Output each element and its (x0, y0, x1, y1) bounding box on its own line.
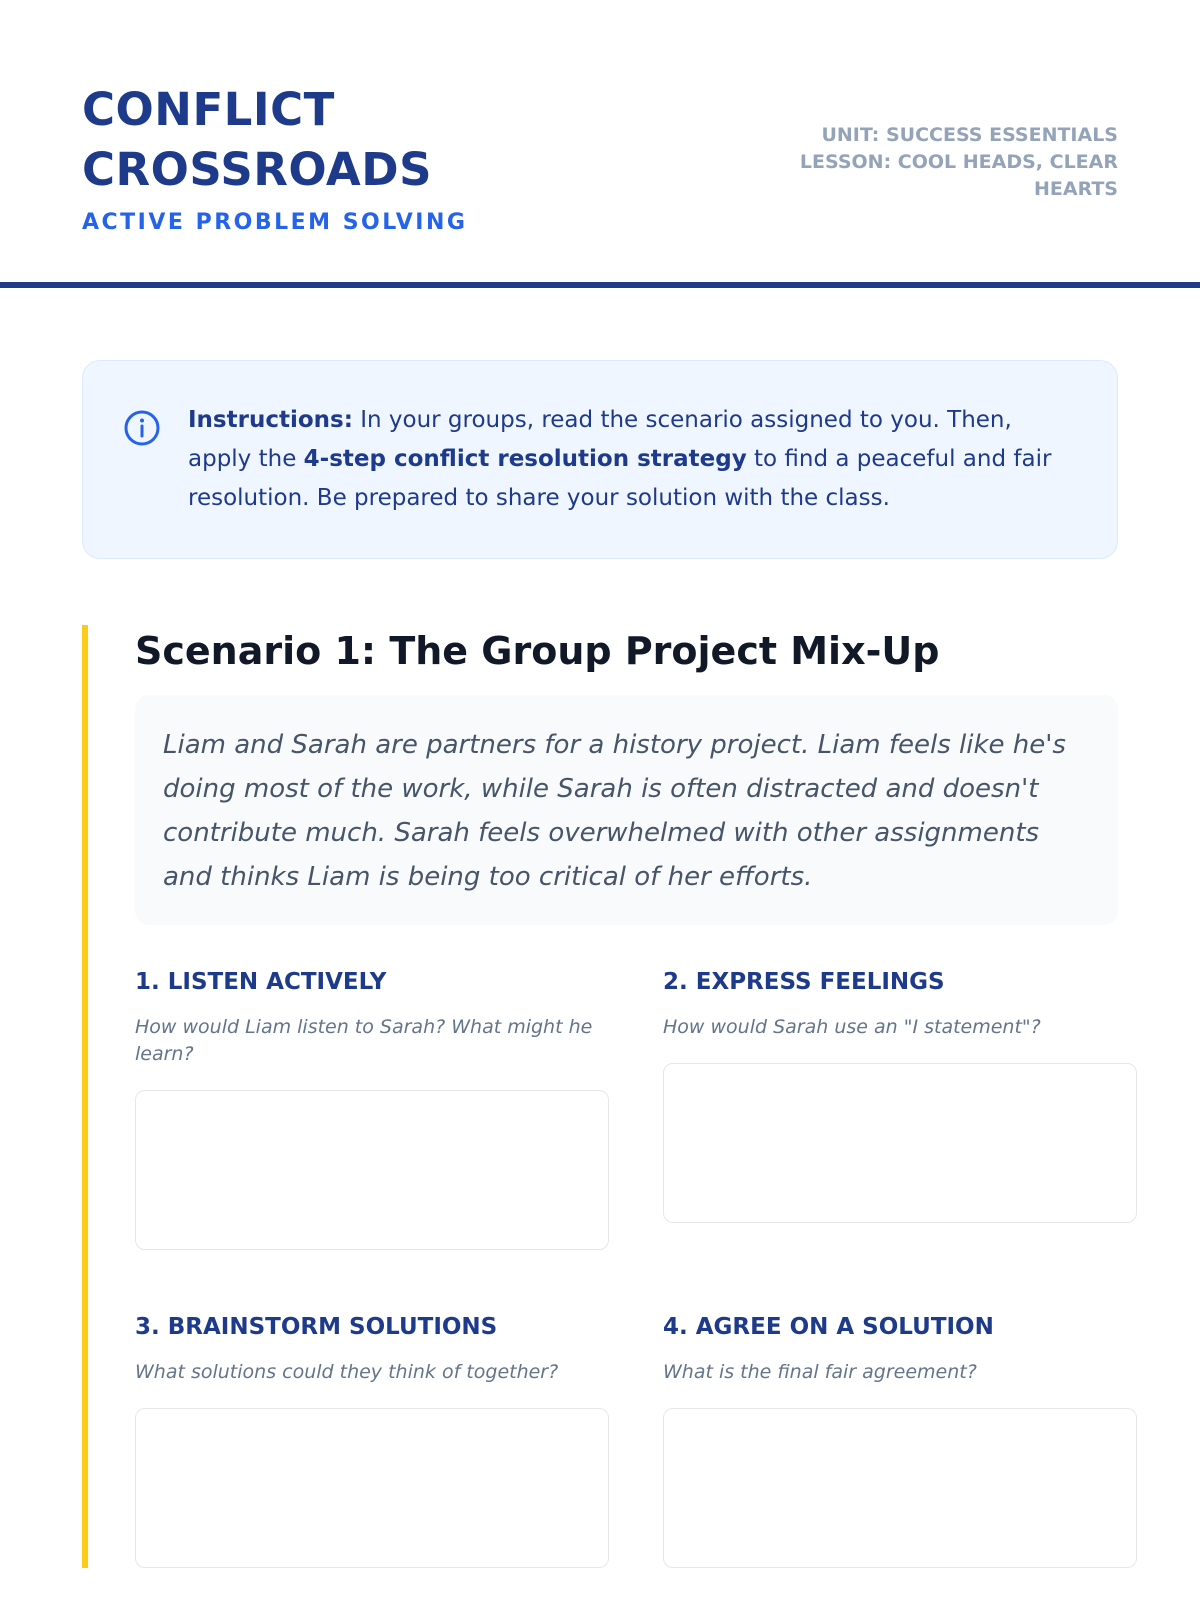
answer-box-listen[interactable] (135, 1090, 609, 1250)
step-title: 2. EXPRESS FEELINGS (663, 969, 945, 995)
step-agree-solution (663, 1310, 1137, 1600)
lesson-meta (798, 122, 1118, 203)
instructions-text (188, 401, 1077, 518)
header-divider (0, 282, 1200, 288)
scenario-story: Liam and Sarah are partners for a history project. Liam feels like he's doing most of the work, while Sarah is often distracted and doesn't contribute much. Sarah feels overwhelmed with other assignments and thinks Liam is being too critical of her efforts. (135, 695, 1118, 925)
step-brainstorm-solutions (135, 1310, 609, 1600)
step-prompt: How would Liam listen to Sarah? What might he learn? (135, 1016, 593, 1065)
step-express-feelings (663, 965, 1137, 1310)
instructions-emphasis: 4-step conflict resolution strategy (303, 446, 747, 472)
answer-box-brainstorm[interactable] (135, 1408, 609, 1568)
scenario-title: Scenario 1: The Group Project Mix-Up (135, 629, 940, 673)
page-title: CONFLICT CROSSROADS (82, 83, 433, 196)
step-listen-actively (135, 965, 609, 1310)
step-prompt: How would Sarah use an "I statement"? (663, 1016, 1041, 1038)
step-title: 3. BRAINSTORM SOLUTIONS (135, 1314, 498, 1340)
lesson-label: LESSON: COOL HEADS, CLEAR HEARTS (799, 151, 1118, 200)
instructions-lead: Instructions: (188, 407, 353, 433)
steps-grid (135, 965, 1118, 1600)
step-title: 1. LISTEN ACTIVELY (135, 969, 387, 995)
step-prompt: What is the final fair agreement? (663, 1361, 977, 1383)
instructions-text-after: to find a peaceful and fair resolution. Be prepared to share your solution with the class. (188, 446, 1052, 511)
info-icon (123, 409, 161, 447)
answer-box-express[interactable] (663, 1063, 1137, 1223)
unit-label: UNIT: SUCCESS ESSENTIALS (821, 124, 1118, 146)
worksheet-header (82, 80, 1118, 285)
step-prompt: What solutions could they think of together? (135, 1361, 559, 1383)
answer-box-agree[interactable] (663, 1408, 1137, 1568)
scenario-section (82, 625, 1118, 1568)
instructions-text-before: In your groups, read the scenario assigned to you. Then, apply the (188, 407, 1012, 472)
instructions-panel (82, 360, 1118, 559)
page-subtitle: ACTIVE PROBLEM SOLVING (82, 210, 468, 235)
step-title: 4. AGREE ON A SOLUTION (663, 1314, 994, 1340)
